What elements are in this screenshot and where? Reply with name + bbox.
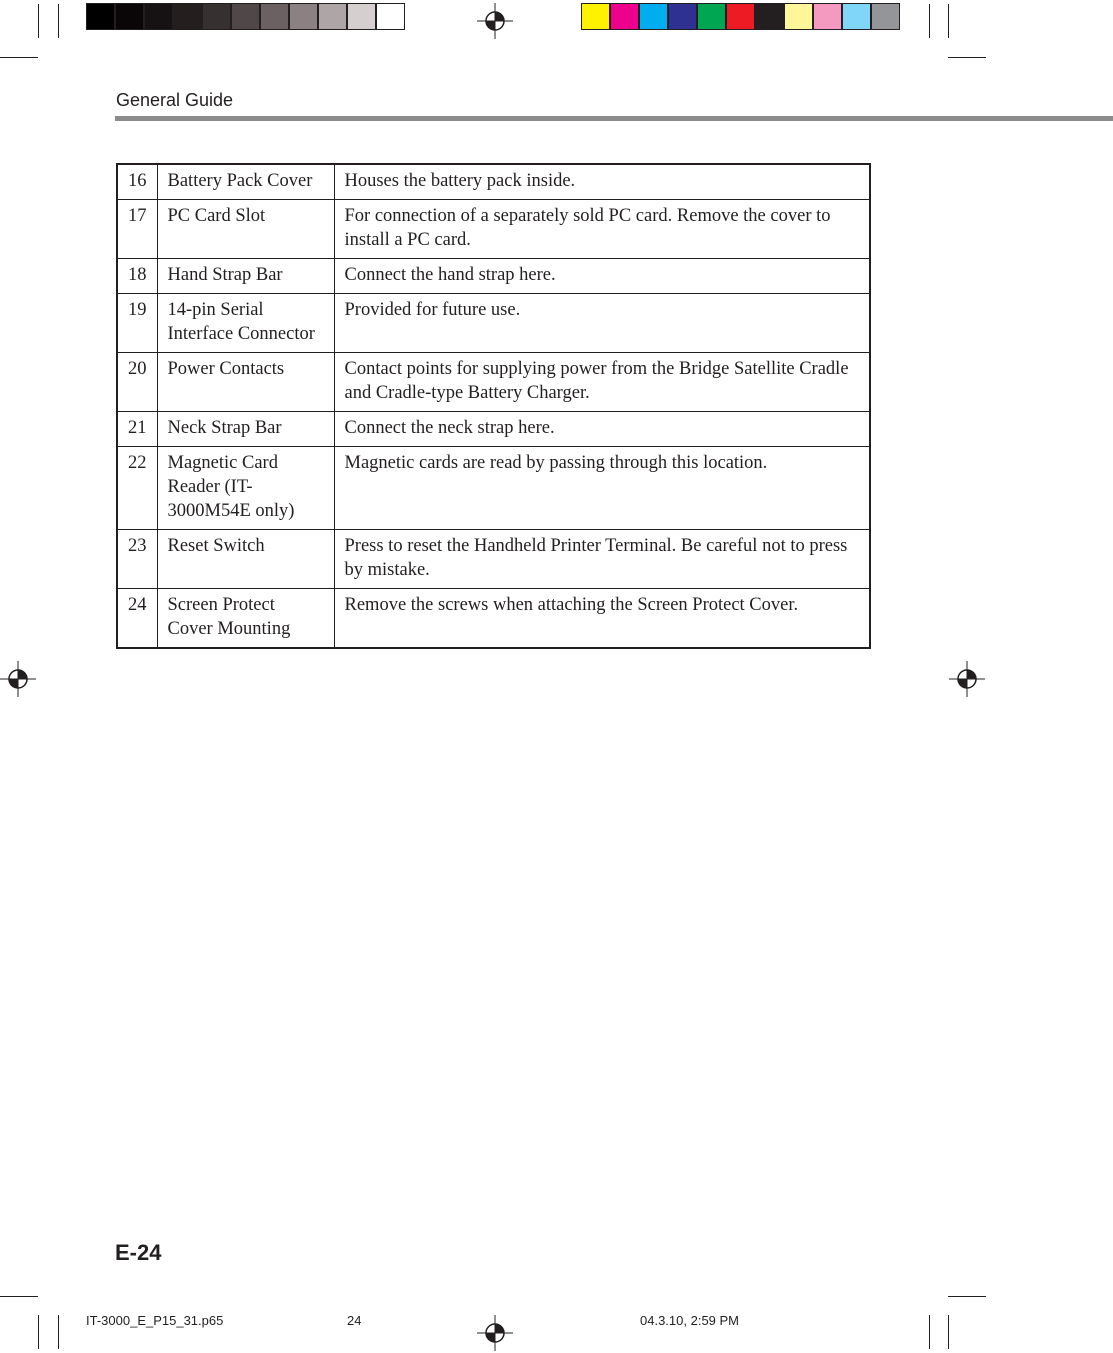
table-row <box>117 447 870 530</box>
part-name: Screen Protect Cover Mounting <box>157 589 334 649</box>
part-name: Power Contacts <box>157 353 334 412</box>
part-description: Magnetic cards are read by passing through this location. <box>334 447 870 530</box>
part-name: Hand Strap Bar <box>157 259 334 294</box>
color-swatch <box>871 3 900 30</box>
part-name: Neck Strap Bar <box>157 412 334 447</box>
table-row <box>117 200 870 259</box>
color-swatch <box>784 3 813 30</box>
section-title: General Guide <box>116 90 234 110</box>
page-number: E-24 <box>115 1240 162 1265</box>
part-name: Battery Pack Cover <box>157 164 334 200</box>
footer-timestamp: 04.3.10, 2:59 PM <box>640 1313 740 1328</box>
part-description: Contact points for supplying power from the Bridge Satellite Cradle and Cradle-type Battery Charger. <box>334 353 870 412</box>
footer-filename: IT-3000_E_P15_31.p65 <box>86 1313 224 1328</box>
gray-swatch <box>173 3 202 30</box>
gray-swatch <box>289 3 318 30</box>
gray-swatch <box>347 3 376 30</box>
row-number: 24 <box>117 589 157 649</box>
row-number: 18 <box>117 259 157 294</box>
row-number: 16 <box>117 164 157 200</box>
part-name: 14-pin Serial Interface Connector <box>157 294 334 353</box>
color-swatch <box>813 3 842 30</box>
footer-page: 24 <box>347 1313 362 1328</box>
part-description: Provided for future use. <box>334 294 870 353</box>
part-description: Connect the hand strap here. <box>334 259 870 294</box>
registration-mark-right <box>949 661 985 697</box>
table-row <box>117 589 870 649</box>
color-swatch <box>610 3 639 30</box>
row-number: 19 <box>117 294 157 353</box>
gray-swatch <box>318 3 347 30</box>
gray-swatch <box>144 3 173 30</box>
row-number: 22 <box>117 447 157 530</box>
part-description: Remove the screws when attaching the Screen Protect Cover. <box>344 595 799 615</box>
color-swatch <box>755 3 784 30</box>
part-description: For connection of a separately sold PC card. Remove the cover to install a PC card. <box>334 200 870 259</box>
table-row <box>117 412 870 447</box>
color-swatch <box>668 3 697 30</box>
color-swatch <box>697 3 726 30</box>
table-row <box>117 164 870 200</box>
table-row <box>117 294 870 353</box>
gray-swatch <box>115 3 144 30</box>
registration-mark-bottom <box>477 1315 513 1351</box>
table-row <box>117 530 870 589</box>
table-row <box>117 259 870 294</box>
color-swatch <box>726 3 755 30</box>
registration-mark-top <box>477 3 513 39</box>
part-description: Houses the battery pack inside. <box>334 164 870 200</box>
registration-mark-left <box>0 661 36 697</box>
part-description: Press to reset the Handheld Printer Terminal. Be careful not to press by mistake. <box>334 530 870 589</box>
row-number: 17 <box>117 200 157 259</box>
part-description: Connect the neck strap here. <box>334 412 870 447</box>
gray-swatch <box>376 3 405 30</box>
row-number: 23 <box>117 530 157 589</box>
gray-swatch <box>86 3 115 30</box>
part-name: PC Card Slot <box>157 200 334 259</box>
row-number: 21 <box>117 412 157 447</box>
part-name: Reset Switch <box>157 530 334 589</box>
table-row <box>117 353 870 412</box>
gray-swatch <box>260 3 289 30</box>
part-name: Magnetic Card Reader (IT-3000M54E only) <box>157 447 334 530</box>
gray-swatch <box>202 3 231 30</box>
parts-table <box>116 163 871 649</box>
header-rule <box>115 116 1113 121</box>
color-swatch <box>842 3 871 30</box>
gray-swatch <box>231 3 260 30</box>
color-swatch <box>639 3 668 30</box>
color-swatch <box>581 3 610 30</box>
row-number: 20 <box>117 353 157 412</box>
